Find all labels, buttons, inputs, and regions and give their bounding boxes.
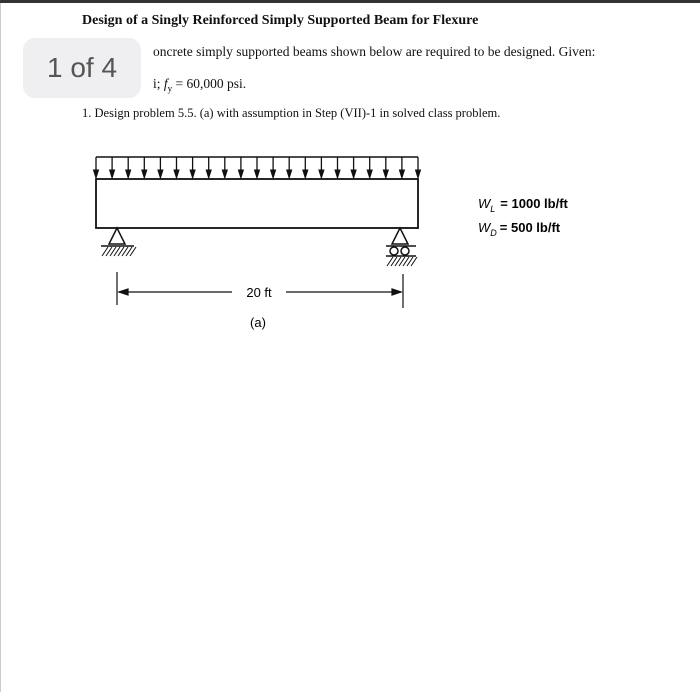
figure-caption: (a) [250,315,266,330]
distributed-load [94,157,421,178]
load-arrowhead [206,170,211,178]
load-arrowhead [287,170,292,178]
span-label: 20 ft [246,285,272,300]
load-arrowhead [255,170,260,178]
fy-subscript: y [167,83,173,94]
live-load [478,196,569,214]
roller-support [386,228,417,266]
intro-line-1: oncrete simply supported beams shown below are required to be designed. Given: [153,44,596,59]
wd-subscript: D [490,228,497,238]
load-arrowhead [158,170,163,178]
load-arrowhead [174,170,179,178]
load-arrowhead [367,170,372,178]
load-arrowhead [319,170,324,178]
pin-support [101,228,136,256]
document-title: Design of a Singly Reinforced Simply Supported Beam for Flexure [82,13,479,28]
fy-symbol: f [163,76,168,91]
dead-load [478,220,561,238]
load-arrowhead [351,170,356,178]
intro-prefix: i; [153,76,164,91]
load-arrowhead [126,170,131,178]
wl-symbol: W [478,196,491,211]
fy-value: = 60,000 psi. [172,76,247,91]
wl-subscript: L [490,204,496,214]
load-arrowhead [110,170,115,178]
problem-item: 1. Design problem 5.5. (a) with assumption in Step (VII)-1 in solved class problem. [82,106,501,120]
load-arrowhead [238,170,243,178]
load-arrowhead [271,170,276,178]
load-arrowhead [94,170,99,178]
load-arrowhead [416,170,421,178]
load-arrowhead [399,170,404,178]
load-arrowhead [303,170,308,178]
beam [96,179,418,228]
wl-value: = 1000 lb/ft [500,196,568,211]
load-arrowhead [190,170,195,178]
wd-value: = 500 lb/ft [499,220,561,235]
page-indicator: 1 of 4 [23,38,141,98]
load-arrowhead [142,170,147,178]
load-arrowhead [222,170,227,178]
load-arrowhead [383,170,388,178]
load-arrowhead [335,170,340,178]
wd-symbol: W [478,220,491,235]
